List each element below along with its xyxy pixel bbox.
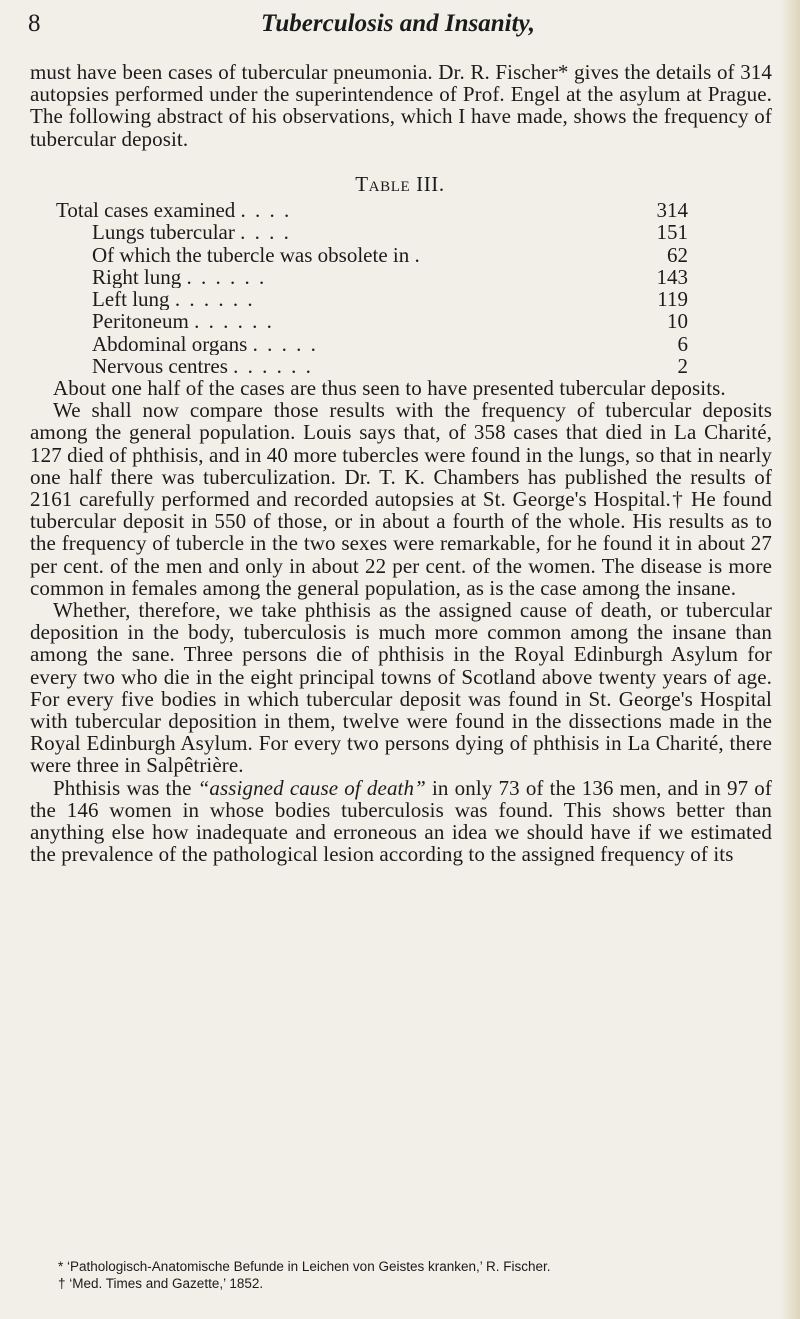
table-row-label: Nervous centres — [92, 355, 228, 378]
body-text — [30, 377, 772, 865]
table-row-label: Peritoneum — [92, 310, 189, 333]
paragraph-conclusion: Whether, therefore, we take phthisis as the assigned cause of death, or tubercular deposition in the body, tuberculosis is much more common among the insane than among the sane. Three persons die of phthisis in the Royal Edinburgh Asylum for every two who die in the eight principal towns of Scotland above twenty years of age. For every five bodies in which tubercular deposit was found in St. George's Hospital with tubercular deposition in them, twelve were found in the dissections made in the Royal Edinburgh Asylum. For every two persons dying of phthisis in La Charité, there were three in Salpêtrière. — [30, 598, 772, 778]
table-caption-prefix: Table — [355, 172, 411, 196]
table-row: Of which the tubercle was obsolete in . 62 — [92, 242, 688, 267]
emphasis-text: “assigned cause of death” — [197, 775, 426, 800]
table-caption-number: III. — [416, 172, 445, 196]
page-edge-shadow — [780, 0, 800, 1319]
running-title: Tuberculosis and Insanity, — [261, 10, 535, 37]
table-caption — [0, 172, 800, 197]
data-table — [56, 199, 688, 377]
table-row-value: 2 — [677, 354, 688, 379]
table-row-value: 6 — [677, 331, 688, 356]
footnotes — [58, 1258, 778, 1292]
table-row: Abdominal organs . . . . . 6 — [92, 331, 688, 356]
table-row-label: Left lung — [92, 288, 170, 311]
footnote: † ‘Med. Times and Gazette,’ 1852. — [58, 1276, 264, 1291]
intro-paragraph-block — [30, 61, 772, 150]
table-row: Nervous centres . . . . . . 2 — [92, 354, 688, 379]
table-row-label: Right lung — [92, 265, 182, 289]
table-row-value: 119 — [657, 287, 688, 312]
table-row-value: 62 — [667, 242, 688, 267]
paragraph-summary: About one half of the cases are thus seen to have presented tubercular deposits. — [53, 376, 726, 400]
table-row-label: Abdominal organs — [92, 332, 248, 356]
table-row-value: 143 — [656, 264, 688, 289]
table-row-value: 10 — [667, 309, 688, 334]
intro-paragraph: must have been cases of tubercular pneumonia. Dr. R. Fischer* gives the details of 314 autopsies performed under the superintendence of Prof. Engel at the asylum at Prague. The following abstract of his observations, which I have made, shows the frequency of tubercular deposit. — [30, 60, 772, 151]
paragraph-comparison: We shall now compare those results with the frequency of tubercular deposits among the general population. Louis says that, of 358 cases that died in La Charité, 127 died of phthisis, and in 40 more tubercles were found in the lungs, so that in nearly one half there was tuberculization. Dr. T. K. Chambers has published the results of 2161 carefully performed and recorded autopsies at St. George's Hospital.† He found tubercular deposit in 550 of those, or in about a fourth of the whole. His results as to the frequency of tubercle in the two sexes were remarkable, for he found it in about 27 per cent. of the men and only in about 22 per cent. of the women. The disease is more common in females among the general population, as is the case among the insane. — [30, 398, 773, 600]
table-row: Right lung . . . . . . 143 — [92, 264, 688, 289]
table-row-label: Total cases examined — [56, 199, 236, 222]
table-row-value: 151 — [656, 220, 688, 245]
table-row-value: 314 — [656, 198, 688, 222]
table-row-label: Of which the tubercle was obsolete in — [92, 243, 410, 266]
table-row-label: Lungs tubercular — [92, 221, 235, 244]
page-header — [28, 10, 768, 44]
table-row: Total cases examined . . . . 314 — [56, 198, 688, 222]
page-number: 8 — [28, 10, 41, 37]
paragraph-assigned-cause: Phthisis was the “assigned cause of death” in only 73 of the 136 men, and in 97 of the 146 women in whose bodies tuberculosis was found. This shows better than anything else how inadequate and erroneous an idea we should have if we estimated the prevalence of the pathological lesion according to the assigned frequency of its — [30, 775, 772, 867]
table-row: Left lung . . . . . . 119 — [92, 287, 688, 312]
footnote: * ‘Pathologisch-Anatomische Befunde in Leichen von Geistes kranken,’ R. Fischer. — [58, 1259, 551, 1274]
table-row: Peritoneum . . . . . . 10 — [92, 309, 688, 334]
table-row: Lungs tubercular . . . . 151 — [92, 220, 688, 245]
